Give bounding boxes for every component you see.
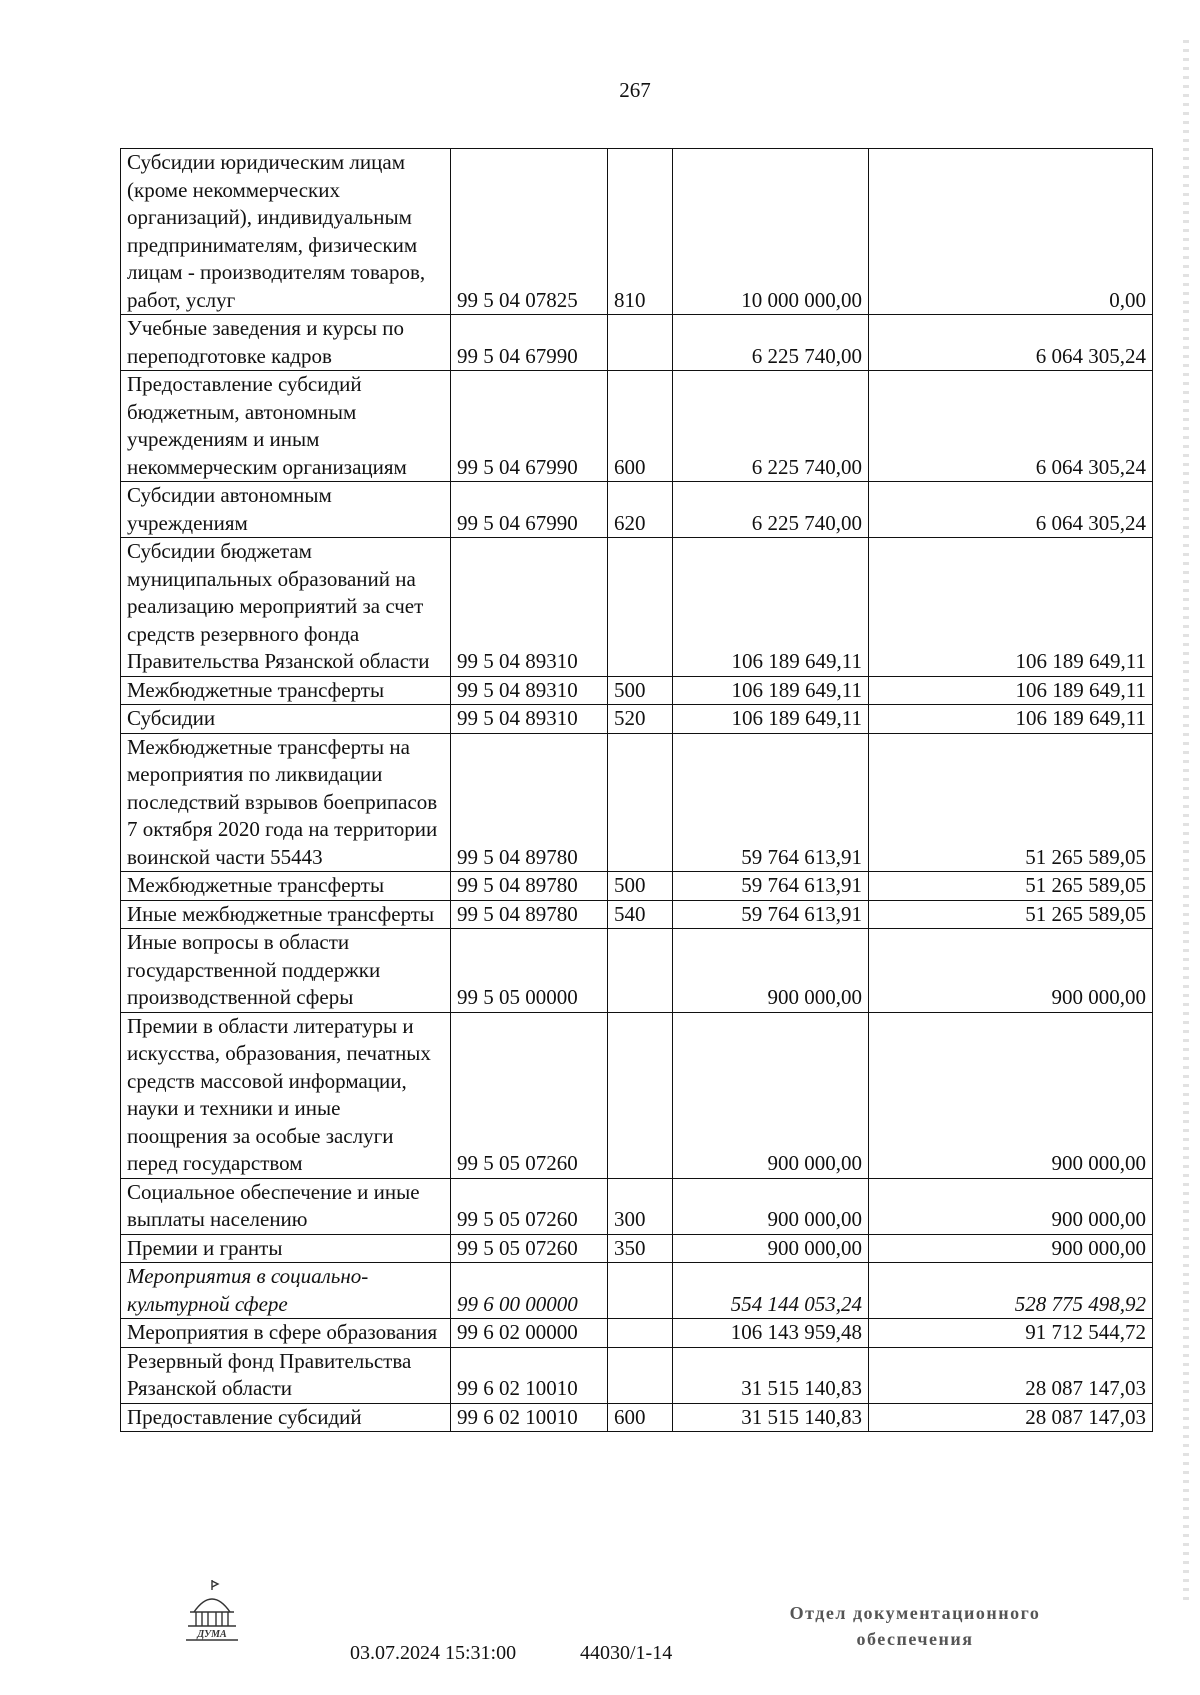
row-name-cell: Предоставление субсидий [121, 1403, 451, 1432]
table-row [121, 371, 1153, 482]
row-value1-cell: 106 189 649,11 [673, 705, 869, 734]
row-value2-cell: 528 775 498,92 [869, 1263, 1153, 1319]
table-row [121, 1178, 1153, 1234]
row-type-cell [608, 538, 673, 677]
budget-table [120, 148, 1153, 1432]
table-row [121, 315, 1153, 371]
page-number: 267 [619, 78, 651, 102]
row-code-cell: 99 5 04 67990 [451, 482, 608, 538]
row-value1-cell: 900 000,00 [673, 1178, 869, 1234]
table-row [121, 1263, 1153, 1319]
row-value1-cell: 59 764 613,91 [673, 900, 869, 929]
table-row [121, 1319, 1153, 1348]
row-name-cell: Субсидии [121, 705, 451, 734]
row-value2-cell: 6 064 305,24 [869, 315, 1153, 371]
table-row [121, 872, 1153, 901]
row-value2-cell: 900 000,00 [869, 1234, 1153, 1263]
row-value2-cell: 106 189 649,11 [869, 676, 1153, 705]
row-value2-cell: 51 265 589,05 [869, 733, 1153, 872]
row-name-cell: Социальное обеспечение и иные выплаты населению [121, 1178, 451, 1234]
table-body [121, 149, 1153, 1432]
row-value2-cell: 28 087 147,03 [869, 1403, 1153, 1432]
row-value1-cell: 31 515 140,83 [673, 1403, 869, 1432]
row-name-cell: Иные вопросы в области государственной поддержки производственной сферы [121, 929, 451, 1013]
scan-edge [1183, 40, 1189, 1600]
row-value1-cell: 900 000,00 [673, 929, 869, 1013]
footer-doc-number: 44030/1-14 [580, 1642, 673, 1664]
row-value2-cell: 900 000,00 [869, 1012, 1153, 1178]
row-value1-cell: 106 189 649,11 [673, 538, 869, 677]
row-code-cell: 99 5 05 00000 [451, 929, 608, 1013]
row-value2-cell: 106 189 649,11 [869, 705, 1153, 734]
row-value1-cell: 59 764 613,91 [673, 872, 869, 901]
row-value2-cell: 28 087 147,03 [869, 1347, 1153, 1403]
table-row [121, 733, 1153, 872]
row-value1-cell: 31 515 140,83 [673, 1347, 869, 1403]
row-name-cell: Субсидии юридическим лицам (кроме некоммерческих организаций), индивидуальным предпринимателям, физическим лицам - производителям товаров, работ, услуг [121, 149, 451, 315]
table-row [121, 1403, 1153, 1432]
row-value2-cell: 51 265 589,05 [869, 900, 1153, 929]
table-row [121, 1234, 1153, 1263]
row-value1-cell: 6 225 740,00 [673, 371, 869, 482]
row-type-cell: 350 [608, 1234, 673, 1263]
footer-stamp-line2: обеспечения [856, 1629, 974, 1649]
row-code-cell: 99 5 04 89780 [451, 733, 608, 872]
row-name-cell: Премии в области литературы и искусства, образования, печатных средств массовой информации, науки и техники и иные поощрения за особые заслуги перед государством [121, 1012, 451, 1178]
row-code-cell: 99 6 02 10010 [451, 1403, 608, 1432]
row-type-cell: 500 [608, 872, 673, 901]
row-type-cell [608, 1263, 673, 1319]
row-value2-cell: 6 064 305,24 [869, 482, 1153, 538]
table-row [121, 900, 1153, 929]
row-value1-cell: 10 000 000,00 [673, 149, 869, 315]
row-code-cell: 99 5 04 89780 [451, 872, 608, 901]
row-type-cell [608, 733, 673, 872]
row-type-cell: 540 [608, 900, 673, 929]
row-value1-cell: 106 143 959,48 [673, 1319, 869, 1348]
row-code-cell: 99 5 05 07260 [451, 1178, 608, 1234]
row-name-cell: Межбюджетные трансферты [121, 676, 451, 705]
row-code-cell: 99 5 05 07260 [451, 1012, 608, 1178]
table-row [121, 1347, 1153, 1403]
table-row [121, 929, 1153, 1013]
row-name-cell: Предоставление субсидий бюджетным, автономным учреждениям и иным некоммерческим организациям [121, 371, 451, 482]
row-type-cell: 620 [608, 482, 673, 538]
row-code-cell: 99 6 02 10010 [451, 1347, 608, 1403]
table-row [121, 538, 1153, 677]
row-type-cell [608, 929, 673, 1013]
row-type-cell: 600 [608, 1403, 673, 1432]
row-value2-cell: 91 712 544,72 [869, 1319, 1153, 1348]
row-code-cell: 99 5 04 89780 [451, 900, 608, 929]
duma-logo [180, 1578, 244, 1644]
row-name-cell: Субсидии автономным учреждениям [121, 482, 451, 538]
row-type-cell: 500 [608, 676, 673, 705]
row-code-cell: 99 5 04 67990 [451, 371, 608, 482]
row-code-cell: 99 6 02 00000 [451, 1319, 608, 1348]
row-value1-cell: 900 000,00 [673, 1012, 869, 1178]
table-row [121, 1012, 1153, 1178]
row-value2-cell: 900 000,00 [869, 1178, 1153, 1234]
row-type-cell: 520 [608, 705, 673, 734]
row-name-cell: Субсидии бюджетам муниципальных образований на реализацию мероприятий за счет средств резервного фонда Правительства Рязанской области [121, 538, 451, 677]
row-value2-cell: 0,00 [869, 149, 1153, 315]
footer-stamp-line1: Отдел документационного [789, 1603, 1041, 1623]
row-type-cell [608, 1012, 673, 1178]
row-type-cell [608, 315, 673, 371]
row-name-cell: Учебные заведения и курсы по переподготовке кадров [121, 315, 451, 371]
row-value1-cell: 900 000,00 [673, 1234, 869, 1263]
row-code-cell: 99 5 04 89310 [451, 538, 608, 677]
row-type-cell: 810 [608, 149, 673, 315]
row-type-cell: 600 [608, 371, 673, 482]
row-name-cell: Премии и гранты [121, 1234, 451, 1263]
row-value1-cell: 59 764 613,91 [673, 733, 869, 872]
row-value1-cell: 6 225 740,00 [673, 315, 869, 371]
row-code-cell: 99 5 04 67990 [451, 315, 608, 371]
row-value2-cell: 900 000,00 [869, 929, 1153, 1013]
row-value2-cell: 6 064 305,24 [869, 371, 1153, 482]
row-code-cell: 99 5 04 07825 [451, 149, 608, 315]
row-name-cell: Межбюджетные трансферты на мероприятия по ликвидации последствий взрывов боеприпасов 7 октября 2020 года на территории воинской части 55443 [121, 733, 451, 872]
table-row [121, 705, 1153, 734]
table-row [121, 149, 1153, 315]
table-row [121, 482, 1153, 538]
footer-stamp [770, 1600, 1060, 1652]
duma-logo-text: ДУМА [197, 1629, 227, 1640]
row-code-cell: 99 5 05 07260 [451, 1234, 608, 1263]
table-row [121, 676, 1153, 705]
row-name-cell: Резервный фонд Правительства Рязанской области [121, 1347, 451, 1403]
row-type-cell: 300 [608, 1178, 673, 1234]
row-value2-cell: 51 265 589,05 [869, 872, 1153, 901]
footer-datetime: 03.07.2024 15:31:00 [350, 1642, 517, 1664]
row-code-cell: 99 6 00 00000 [451, 1263, 608, 1319]
row-value1-cell: 6 225 740,00 [673, 482, 869, 538]
row-type-cell [608, 1319, 673, 1348]
row-name-cell: Межбюджетные трансферты [121, 872, 451, 901]
row-name-cell: Мероприятия в сфере образования [121, 1319, 451, 1348]
row-type-cell [608, 1347, 673, 1403]
row-code-cell: 99 5 04 89310 [451, 676, 608, 705]
row-name-cell: Иные межбюджетные трансферты [121, 900, 451, 929]
row-code-cell: 99 5 04 89310 [451, 705, 608, 734]
row-value1-cell: 106 189 649,11 [673, 676, 869, 705]
row-value2-cell: 106 189 649,11 [869, 538, 1153, 677]
row-name-cell: Мероприятия в социально-культурной сфере [121, 1263, 451, 1319]
row-value1-cell: 554 144 053,24 [673, 1263, 869, 1319]
